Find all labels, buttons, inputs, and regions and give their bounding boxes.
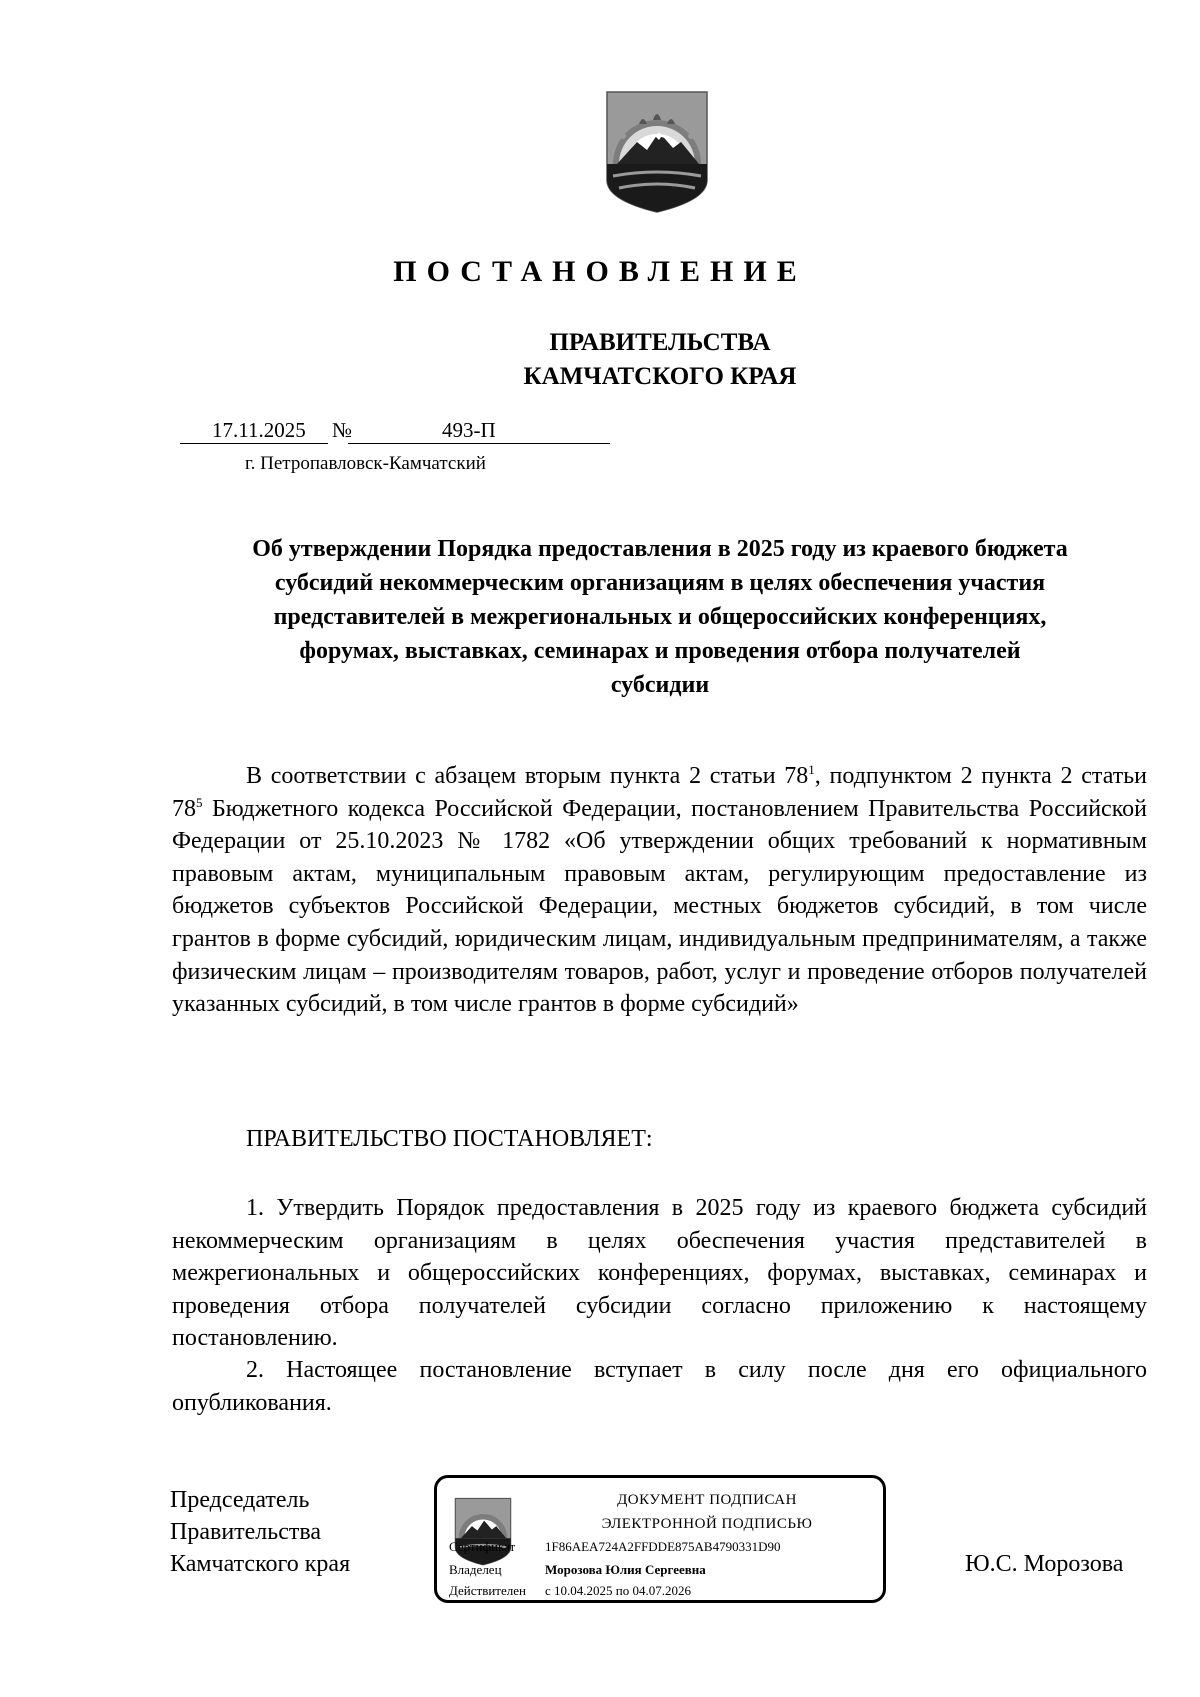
preamble-text-part1: В соответствии с абзацем вторым пункта 2 статьи 78 bbox=[246, 763, 809, 789]
decree-item-2-text: 2. Настоящее постановление вступает в силу после дня его официального опубликования. bbox=[172, 1357, 1147, 1416]
signer-position bbox=[170, 1484, 350, 1580]
document-title-line4: форумах, выставках, семинарах и проведения отбора получателей bbox=[299, 638, 1021, 664]
stamp-title-line2: ЭЛЕКТРОННОЙ ПОДПИСЬЮ bbox=[601, 1516, 813, 1532]
stamp-certificate-value: 1F86AEA724A2FFDDE875AB4790331D90 bbox=[545, 1539, 781, 1554]
signer-position-line3: Камчатского края bbox=[170, 1551, 351, 1577]
issuing-authority-line1: ПРАВИТЕЛЬСТВА bbox=[549, 329, 771, 356]
document-title-line2: субсидий некоммерческим организациям в целях обеспечения участия bbox=[274, 570, 1046, 596]
document-number: 493-П bbox=[442, 418, 496, 442]
decree-heading: ПРАВИТЕЛЬСТВО ПОСТАНОВЛЯЕТ: bbox=[246, 1126, 653, 1152]
decree-item-2 bbox=[172, 1354, 1147, 1419]
issuing-authority-line2: КАМЧАТСКОГО КРАЯ bbox=[523, 363, 797, 390]
signer-position-line1: Председатель bbox=[170, 1487, 310, 1513]
stamp-owner-label: Владелец bbox=[449, 1562, 502, 1577]
number-sign: № bbox=[332, 418, 353, 442]
stamp-title bbox=[537, 1488, 877, 1536]
stamp-owner-row bbox=[449, 1561, 706, 1579]
stamp-owner-value: Морозова Юлия Сергеевна bbox=[545, 1562, 706, 1577]
coat-of-arms-emblem bbox=[603, 84, 711, 214]
decree-item-1-text: 1. Утвердить Порядок предоставления в 2025 году из краевого бюджета субсидий некоммерческим организациям в целях обеспечения участия представителей в межрегиональных и общероссийских конференциях, форумах, выставках, семинарах и проведения отбора получателей субсидии согласно приложению к настоящему постановлению. bbox=[172, 1195, 1147, 1352]
preamble-superscript1: 1 bbox=[808, 762, 815, 777]
preamble-paragraph bbox=[172, 760, 1147, 1021]
stamp-certificate-label: Сертификат bbox=[449, 1539, 516, 1554]
preamble-superscript2: 5 bbox=[196, 794, 203, 810]
decree-item-1 bbox=[172, 1192, 1147, 1355]
document-title bbox=[160, 532, 1160, 702]
issuing-authority bbox=[0, 326, 1200, 394]
preamble-text-part2: , подпунктом 2 пункта 2 статьи 78 bbox=[172, 763, 1147, 822]
document-title-line5: субсидии bbox=[610, 672, 710, 698]
stamp-title-line1: ДОКУМЕНТ ПОДПИСАН bbox=[617, 1492, 797, 1508]
date-number-line bbox=[180, 416, 610, 444]
electronic-signature-stamp bbox=[434, 1475, 886, 1603]
signer-position-line2: Правительства bbox=[170, 1519, 322, 1545]
signer-name: Ю.С. Морозова bbox=[965, 1551, 1124, 1577]
city: г. Петропавловск-Камчатский bbox=[245, 453, 486, 474]
stamp-validity-value: с 10.04.2025 по 04.07.2026 bbox=[545, 1583, 691, 1598]
stamp-validity-label: Действителен bbox=[449, 1583, 526, 1598]
document-title-line3: представителей в межрегиональных и общероссийских конференциях, bbox=[273, 604, 1047, 630]
preamble-text-part3: Бюджетного кодекса Российской Федерации, постановлением Правительства Российской Федерации от 25.10.2023 № 1782 «Об утверждении общих требований к нормативным правовым актам, муниципальным правовым актам, регулирующим предоставление из бюджетов субъектов Российской Федерации, местных бюджетов субсидий, в том числе грантов в форме субсидий, юридическим лицам, индивидуальным предпринимателям, а также физическим лицам – производителям товаров, работ, услуг и проведение отборов получателей указанных субсидий, в том числе грантов в форме субсидий» bbox=[172, 795, 1147, 1018]
stamp-certificate-row bbox=[449, 1538, 780, 1556]
document-title-line1: Об утверждении Порядка предоставления в 2025 году из краевого бюджета bbox=[252, 536, 1068, 562]
document-date: 17.11.2025 bbox=[212, 418, 306, 442]
stamp-validity-row bbox=[449, 1582, 691, 1600]
document-type-heading: ПОСТАНОВЛЕНИЕ bbox=[393, 255, 807, 288]
